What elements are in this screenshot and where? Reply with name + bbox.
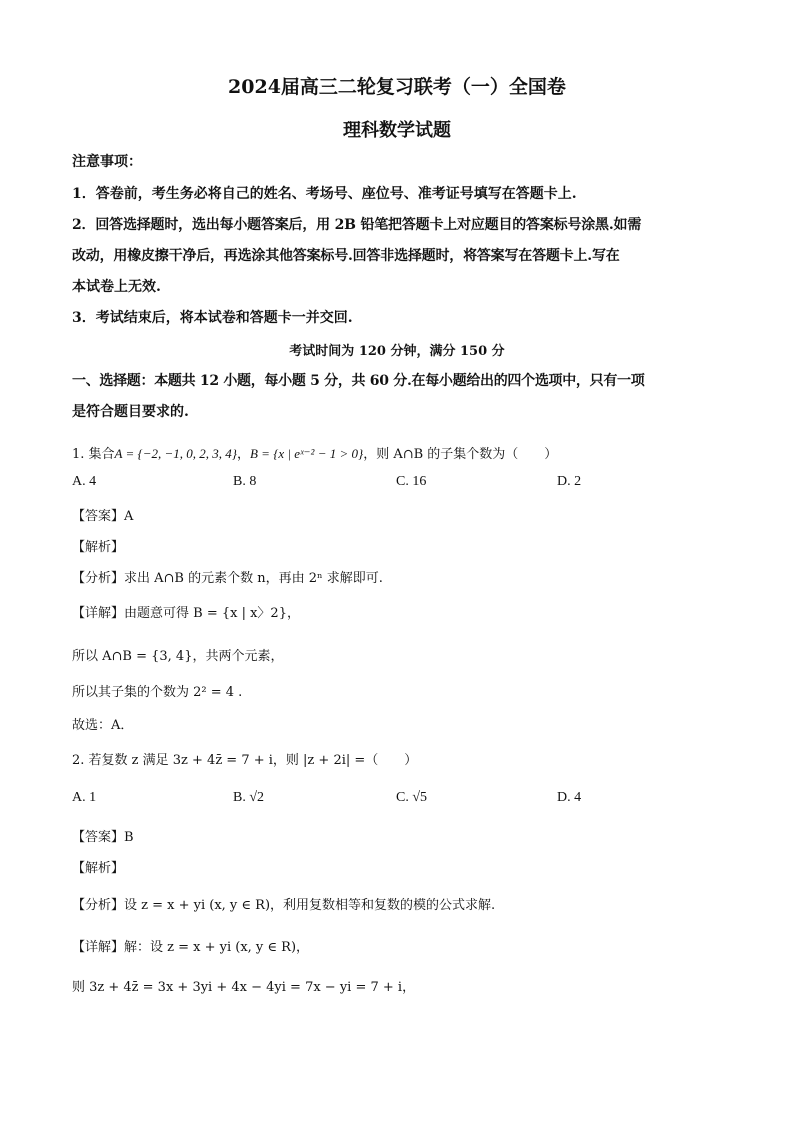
question-2-analysis-label: 【解析】 bbox=[72, 861, 125, 876]
notice-item-2-line1: 2．回答选择题时，选出每小题答案后，用 2B 铅笔把答题卡上对应题目的答案标号涂黑.如需 bbox=[72, 217, 642, 233]
question-2-answer: 【答案】B bbox=[72, 830, 134, 845]
question-2-option-c: C. √5 bbox=[396, 790, 428, 805]
exam-subtitle: 理科数学试题 bbox=[343, 120, 451, 141]
question-2-option-a: A. 1 bbox=[72, 790, 97, 805]
section-1-heading-line2: 是符合题目要求的. bbox=[72, 404, 189, 420]
notice-heading: 注意事项： bbox=[72, 154, 142, 170]
question-1-solution-line-2: 所以 A∩B = {3, 4}，共两个元素， bbox=[72, 649, 284, 664]
question-1-option-d: D. 2 bbox=[557, 474, 582, 489]
notice-item-3: 3．考试结束后，将本试卷和答题卡一并交回. bbox=[72, 310, 353, 326]
question-1-analysis-label: 【解析】 bbox=[72, 540, 125, 555]
question-1-fenxi: 【分析】求出 A∩B 的元素个数 n，再由 2ⁿ 求解即可. bbox=[72, 571, 383, 586]
question-1-stem bbox=[72, 443, 557, 462]
question-2-detail: 【详解】解：设 z = x + yi (x, y ∈ R)， bbox=[72, 940, 310, 955]
question-1-option-a: A. 4 bbox=[72, 474, 97, 489]
question-1-suffix: ，则 A∩B 的子集个数为（ ） bbox=[363, 447, 558, 462]
question-1-option-b: B. 8 bbox=[233, 474, 257, 489]
question-1-detail: 【详解】由题意可得 B = {x | x〉2}， bbox=[72, 606, 300, 621]
question-1-set-b: B = {x | eˣ⁻² − 1 > 0} bbox=[249, 446, 364, 461]
question-1-prefix: 1. 集合 bbox=[72, 447, 115, 462]
question-1-set-a: A = {−2, −1, 0, 2, 3, 4} bbox=[114, 446, 237, 461]
question-1-answer: 【答案】A bbox=[72, 509, 134, 524]
question-1-solution-line-4: 故选：A． bbox=[72, 718, 134, 733]
notice-item-1: 1．答卷前，考生务必将自己的姓名、考场号、座位号、准考证号填写在答题卡上. bbox=[72, 186, 577, 202]
section-1-heading-line1: 一、选择题：本题共 12 小题，每小题 5 分，共 60 分.在每小题给出的四个选项中，只有一项 bbox=[72, 373, 645, 389]
notice-item-2-line2: 改动，用橡皮擦干净后，再选涂其他答案标号.回答非选择题时，将答案写在答题卡上.写在 bbox=[72, 248, 620, 264]
notice-item-2-line3: 本试卷上无效. bbox=[72, 279, 161, 295]
exam-title: 2024届高三二轮复习联考（一）全国卷 bbox=[228, 76, 566, 98]
question-1-solution-line-3: 所以其子集的个数为 2² = 4 . bbox=[72, 685, 243, 700]
question-2-option-b: B. √2 bbox=[233, 790, 265, 805]
question-1-option-c: C. 16 bbox=[396, 474, 427, 489]
question-1-separator: ， bbox=[236, 447, 250, 462]
question-2-solution-line-2: 则 3z + 4z̄ = 3x + 3yi + 4x − 4yi = 7x − yi = 7 + i， bbox=[72, 980, 416, 995]
question-2-stem: 2. 若复数 z 满足 3z + 4z̄ = 7 + i，则 |z + 2i| =（ ） bbox=[72, 753, 418, 768]
exam-time-info: 考试时间为 120 分钟，满分 150 分 bbox=[289, 344, 505, 359]
question-2-option-d: D. 4 bbox=[557, 790, 582, 805]
question-2-fenxi: 【分析】设 z = x + yi (x, y ∈ R)，利用复数相等和复数的模的公式求解. bbox=[72, 898, 496, 913]
